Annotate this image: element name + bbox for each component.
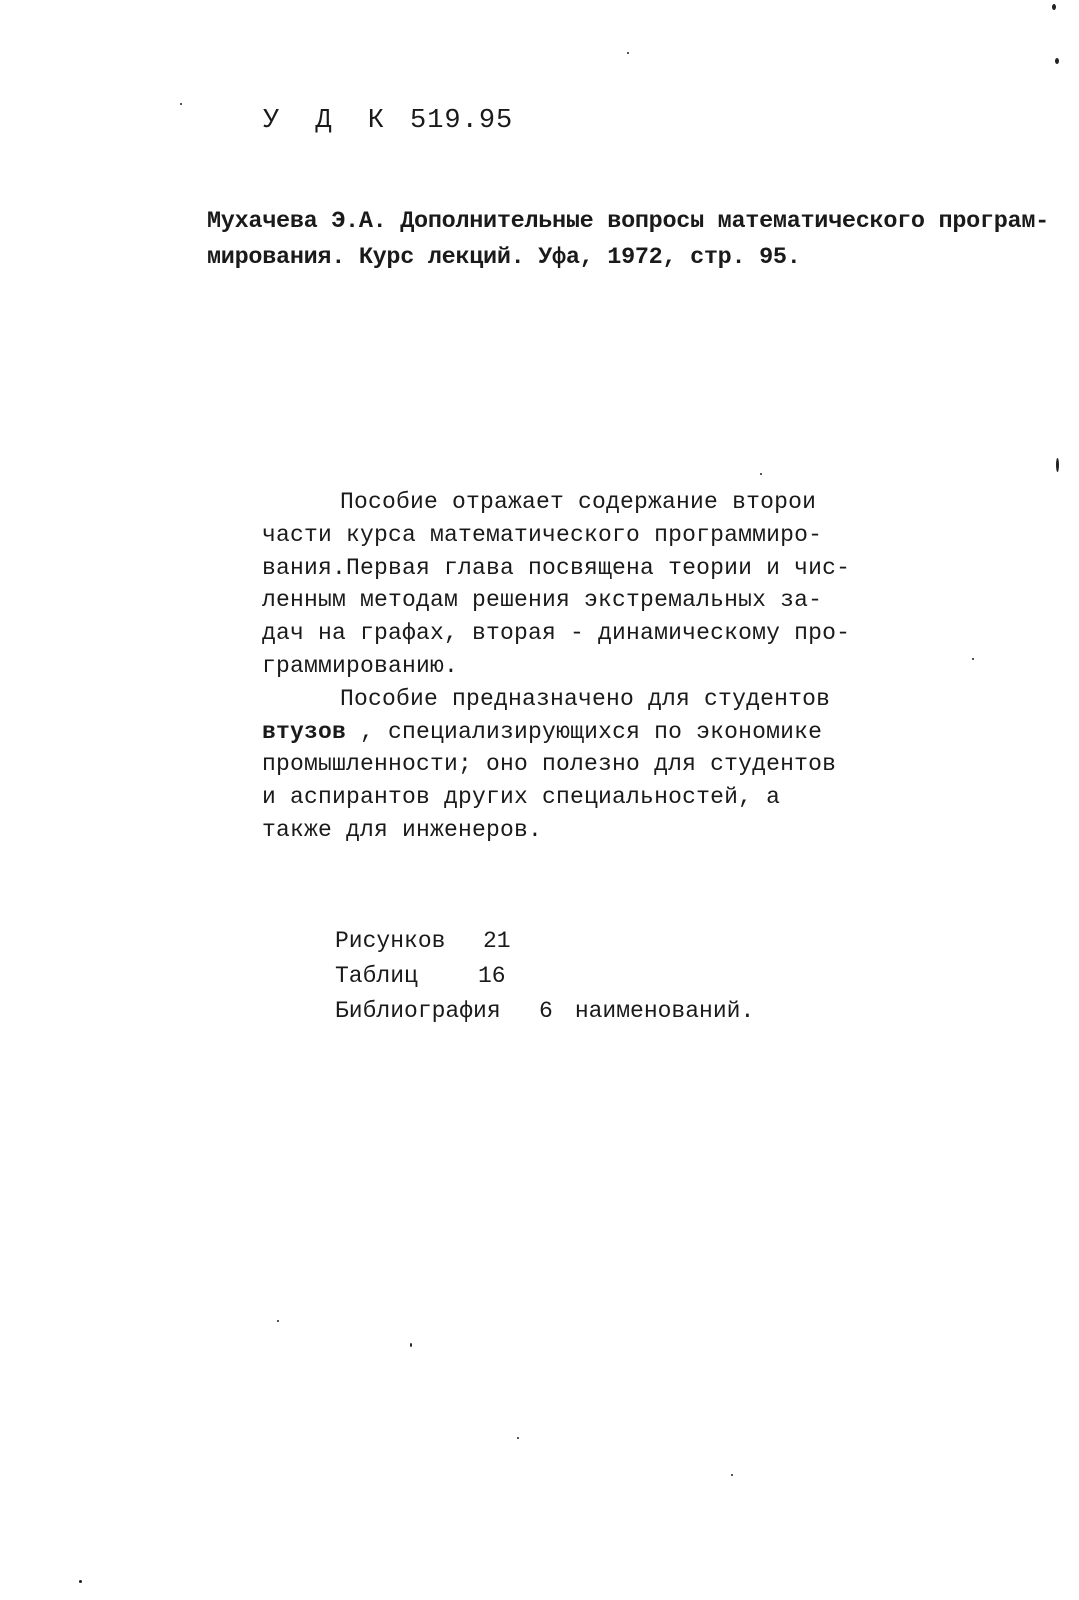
scan-speck: [972, 658, 974, 660]
citation-line-1: Мухачева Э.А. Дополнительные вопросы математического програм-: [207, 208, 1049, 235]
stats-bibliography-row: [335, 994, 754, 1029]
abstract-bold-word: втузов: [262, 718, 347, 745]
stats-tables-row: [335, 959, 754, 994]
abstract-line: дач на графах, вторая - динамическому про-: [262, 620, 851, 647]
scan-speck: [627, 52, 629, 54]
scan-speck: [277, 1320, 279, 1322]
bibliographic-citation: [207, 204, 1057, 276]
abstract-line: ленным методам решения экстремальных за-: [262, 587, 823, 614]
udk-prefix: У Д К: [263, 106, 395, 136]
scan-speck: [79, 1580, 82, 1583]
bibliography-value: 6: [539, 998, 553, 1024]
abstract-line: [262, 716, 902, 749]
tables-value: 16: [478, 963, 506, 989]
tables-label: Таблиц: [335, 963, 418, 989]
udk-code: [263, 106, 513, 136]
scan-speck: [760, 473, 762, 475]
scan-speck: [410, 1343, 412, 1347]
scan-speck: [517, 1437, 519, 1439]
scan-speck: [1052, 4, 1056, 10]
abstract-line: и аспирантов других специальностей, а: [262, 784, 781, 811]
abstract-line: также для инженеров.: [262, 816, 543, 843]
abstract-line-rest: , специализирующихся по экономике: [360, 718, 823, 745]
publication-stats: [335, 924, 754, 1029]
citation-line-2: мирования. Курс лекций. Уфа, 1972, стр. 95.: [207, 244, 801, 271]
abstract-line: части курса математического программиро-: [262, 521, 823, 548]
abstract-line: Пособие предназначено для студентов: [340, 685, 831, 712]
udk-number: 519.95: [410, 106, 514, 136]
abstract-line: граммированию.: [262, 652, 459, 679]
abstract-line: Пособие отражает содержание второи: [340, 489, 817, 515]
scan-speck: [731, 1474, 733, 1476]
abstract-line: промышленности; оно полезно для студентов: [262, 751, 837, 778]
scan-speck: [1056, 458, 1059, 472]
abstract-line: вания.Первая глава посвящена теории и чис-: [262, 554, 851, 581]
stats-figures-row: [335, 924, 754, 959]
figures-label: Рисунков: [335, 928, 446, 954]
bibliography-suffix: наименований.: [574, 998, 755, 1024]
abstract: [262, 486, 902, 847]
scan-speck: [1055, 58, 1059, 64]
bibliography-label: Библиография: [335, 998, 501, 1024]
figures-value: 21: [483, 928, 511, 954]
scan-speck: [180, 103, 182, 105]
